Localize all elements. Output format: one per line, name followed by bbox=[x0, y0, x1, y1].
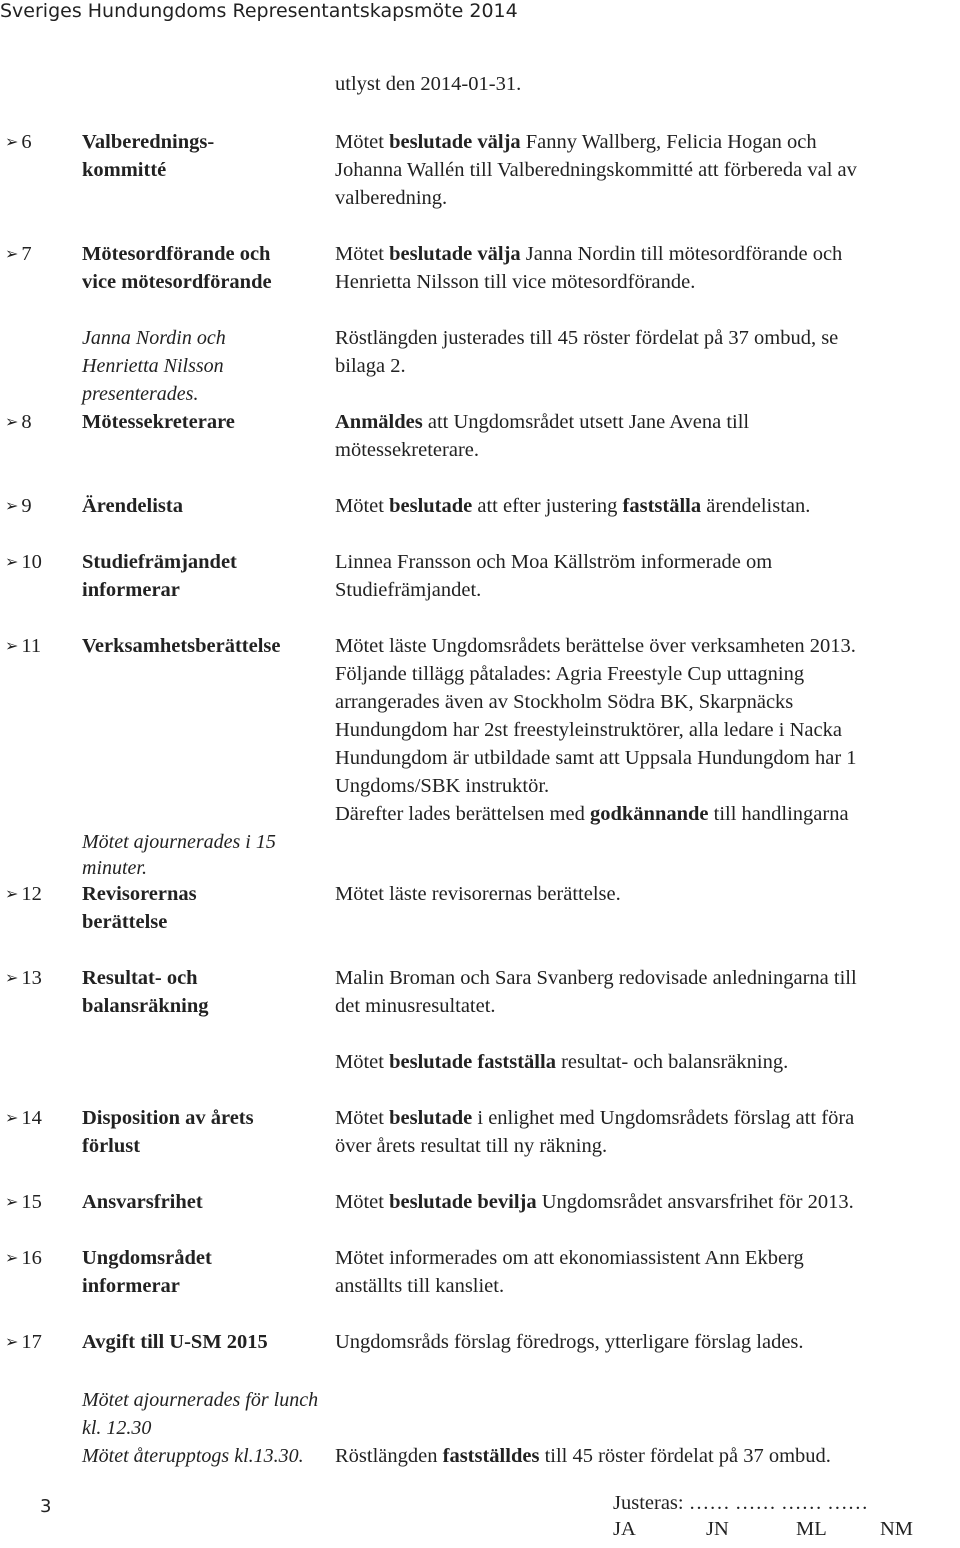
justeras-line: Justeras: …… …… …… …… bbox=[613, 1492, 869, 1514]
initials: NM bbox=[880, 1518, 914, 1540]
item-body: Henrietta Nilsson till vice mötesordförande. bbox=[335, 271, 696, 293]
item-body: Mötet beslutade fastställa resultat- och balansräkning. bbox=[335, 1051, 789, 1073]
item-title: Avgift till U-SM 2015 bbox=[82, 1331, 268, 1353]
item-body: valberedning. bbox=[335, 187, 448, 209]
item-number: ➢ 12 bbox=[5, 883, 42, 905]
item-title: Ärendelista bbox=[82, 495, 183, 517]
item-body: Röstlängden justerades till 45 röster fördelat på 37 ombud, se bbox=[335, 327, 839, 349]
item-body: Därefter lades berättelsen med godkännande till handlingarna bbox=[335, 803, 849, 825]
right-arrow-bullet-icon: ➢ bbox=[5, 414, 19, 431]
initials: JA bbox=[613, 1518, 636, 1540]
initials: JN bbox=[706, 1518, 729, 1540]
right-arrow-bullet-icon: ➢ bbox=[5, 1110, 19, 1127]
item-number: ➢ 16 bbox=[5, 1247, 42, 1269]
right-arrow-bullet-icon: ➢ bbox=[5, 638, 19, 655]
item-body: Mötet beslutade att efter justering fastställa ärendelistan. bbox=[335, 495, 811, 517]
item-body: Mötet informerades om att ekonomiassistent Ann Ekberg bbox=[335, 1247, 804, 1269]
item-body: mötessekreterare. bbox=[335, 439, 479, 461]
item-title: Mötesordförande och bbox=[82, 243, 271, 265]
margin-note: kl. 12.30 bbox=[82, 1417, 152, 1439]
initials: ML bbox=[796, 1518, 827, 1540]
item-title: Disposition av årets bbox=[82, 1107, 254, 1129]
right-arrow-bullet-icon: ➢ bbox=[5, 554, 19, 571]
item-body: Ungdoms/SBK instruktör. bbox=[335, 775, 550, 797]
item-body: bilaga 2. bbox=[335, 355, 406, 377]
right-arrow-bullet-icon: ➢ bbox=[5, 134, 19, 151]
item-title: Revisorernas bbox=[82, 883, 197, 905]
margin-note: Henrietta Nilsson bbox=[82, 355, 224, 377]
item-body: det minusresultatet. bbox=[335, 995, 496, 1017]
item-title: Resultat- och bbox=[82, 967, 198, 989]
item-body: Mötet beslutade välja Janna Nordin till mötesordförande och bbox=[335, 243, 843, 265]
item-body: Hundungdom har 2st freestyleinstruktörer, alla ledare i Nacka bbox=[335, 719, 842, 741]
item-title: informerar bbox=[82, 1275, 180, 1297]
margin-note: presenterades. bbox=[82, 383, 199, 405]
item-number: ➢ 13 bbox=[5, 967, 42, 989]
right-arrow-bullet-icon: ➢ bbox=[5, 498, 19, 515]
item-title: Ungdomsrådet bbox=[82, 1247, 212, 1269]
document-header: Sveriges Hundungdoms Representantskapsmöte 2014 bbox=[0, 0, 518, 22]
item-body: Hundungdom är utbildade samt att Uppsala Hundungdom har 1 bbox=[335, 747, 857, 769]
margin-note: minuter. bbox=[82, 857, 147, 879]
item-number: ➢ 9 bbox=[5, 495, 32, 517]
item-title: informerar bbox=[82, 579, 180, 601]
item-title: Ansvarsfrihet bbox=[82, 1191, 203, 1213]
item-number: ➢ 11 bbox=[5, 635, 42, 657]
right-arrow-bullet-icon: ➢ bbox=[5, 1250, 19, 1267]
item-number: ➢ 14 bbox=[5, 1107, 42, 1129]
item-title: förlust bbox=[82, 1135, 141, 1157]
item-title: vice mötesordförande bbox=[82, 271, 272, 293]
item-number: ➢ 6 bbox=[5, 131, 32, 153]
item-body: anställts till kansliet. bbox=[335, 1275, 505, 1297]
margin-note: Mötet ajournerades i 15 bbox=[82, 831, 276, 853]
page-number: 3 bbox=[40, 1496, 52, 1517]
item-body: Anmäldes att Ungdomsrådet utsett Jane Avena till bbox=[335, 411, 750, 433]
lead-text: utlyst den 2014-01-31. bbox=[335, 73, 522, 95]
item-body: Linnea Fransson och Moa Källström informerade om bbox=[335, 551, 773, 573]
item-number: ➢ 15 bbox=[5, 1191, 42, 1213]
item-body: Ungdomsråds förslag föredrogs, ytterligare förslag lades. bbox=[335, 1331, 804, 1353]
item-body: Mötet läste Ungdomsrådets berättelse över verksamheten 2013. bbox=[335, 635, 856, 657]
item-body: Studiefrämjandet. bbox=[335, 579, 482, 601]
item-number: ➢ 17 bbox=[5, 1331, 42, 1353]
item-number: ➢ 8 bbox=[5, 411, 32, 433]
margin-note: Mötet ajournerades för lunch bbox=[82, 1389, 319, 1411]
item-title: Mötessekreterare bbox=[82, 411, 235, 433]
item-title: berättelse bbox=[82, 911, 168, 933]
item-title: kommitté bbox=[82, 159, 167, 181]
item-body: Mötet läste revisorernas berättelse. bbox=[335, 883, 621, 905]
item-title: Valberednings- bbox=[82, 131, 215, 153]
item-body: över årets resultat till ny räkning. bbox=[335, 1135, 608, 1157]
right-arrow-bullet-icon: ➢ bbox=[5, 1194, 19, 1211]
right-arrow-bullet-icon: ➢ bbox=[5, 246, 19, 263]
right-arrow-bullet-icon: ➢ bbox=[5, 1334, 19, 1351]
right-arrow-bullet-icon: ➢ bbox=[5, 886, 19, 903]
item-body: Johanna Wallén till Valberedningskommitté att förbereda val av bbox=[335, 159, 857, 181]
item-title: Verksamhetsberättelse bbox=[82, 635, 281, 657]
item-body: Mötet beslutade välja Fanny Wallberg, Felicia Hogan och bbox=[335, 131, 817, 153]
margin-note: Mötet återupptogs kl.13.30. bbox=[82, 1445, 304, 1467]
item-body: Röstlängden fastställdes till 45 röster fördelat på 37 ombud. bbox=[335, 1445, 831, 1467]
item-title: Studiefrämjandet bbox=[82, 551, 237, 573]
item-body: Mötet beslutade i enlighet med Ungdomsrådets förslag att föra bbox=[335, 1107, 855, 1129]
item-body: Malin Broman och Sara Svanberg redovisade anledningarna till bbox=[335, 967, 857, 989]
item-title: balansräkning bbox=[82, 995, 209, 1017]
item-body: Mötet beslutade bevilja Ungdomsrådet ansvarsfrihet för 2013. bbox=[335, 1191, 854, 1213]
item-number: ➢ 7 bbox=[5, 243, 32, 265]
right-arrow-bullet-icon: ➢ bbox=[5, 970, 19, 987]
margin-note: Janna Nordin och bbox=[82, 327, 226, 349]
item-number: ➢ 10 bbox=[5, 551, 42, 573]
item-body: arrangerades även av Stockholm Södra BK, Skarpnäcks bbox=[335, 691, 794, 713]
item-body: Följande tillägg påtalades: Agria Freestyle Cup uttagning bbox=[335, 663, 805, 685]
